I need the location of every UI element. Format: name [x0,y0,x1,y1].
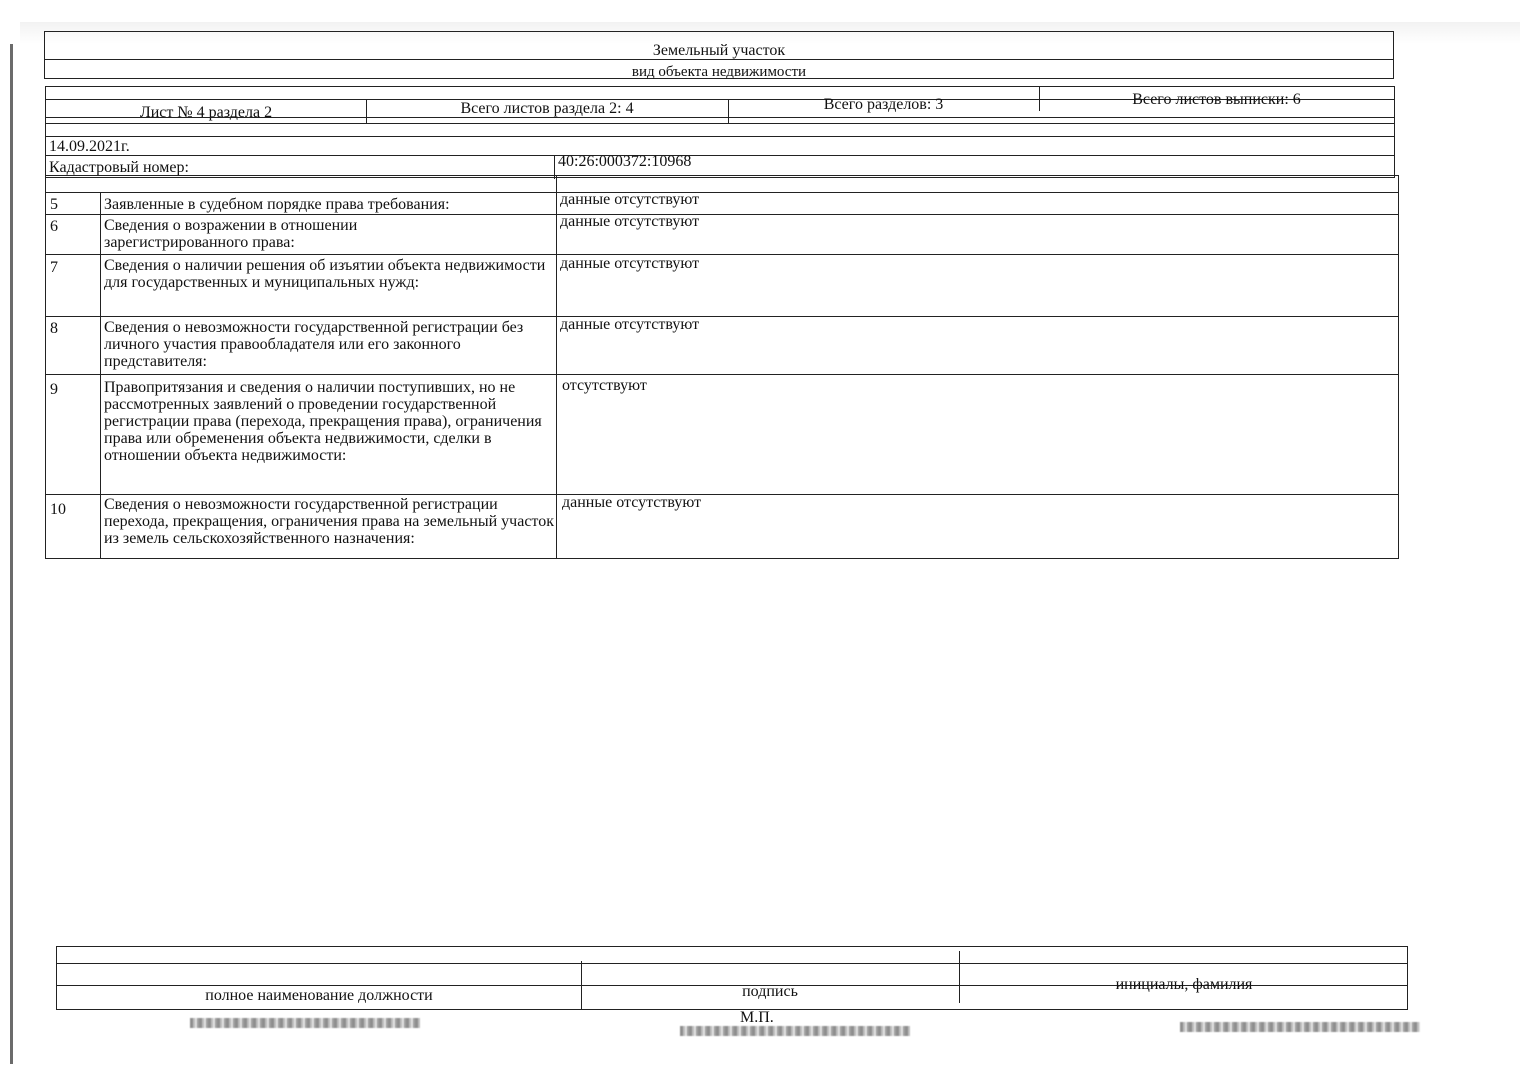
date-cadastral-block [45,117,1395,178]
row-number: 5 [50,196,58,213]
divider [46,192,1398,193]
scan-smudge [190,1018,420,1028]
row-number: 9 [50,381,58,398]
scan-shadow-left [10,44,13,1064]
row-number: 10 [50,501,66,518]
scan-smudge [680,1026,910,1036]
sheet-number: Лист № 4 раздела 2 [139,104,273,121]
divider [57,963,1407,964]
extract-date: 14.09.2021г. [49,138,130,155]
divider [100,192,101,558]
row-value: данные отсутствуют [560,255,700,272]
object-type-value: Земельный участок [652,42,786,59]
row-number: 8 [50,320,58,337]
divider [46,136,1394,137]
row-value: данные отсутствуют [562,494,702,511]
position-label: полное наименование должности [205,987,433,1004]
cadastral-number: 40:26:000372:10968 [558,153,692,170]
cadastral-label: Кадастровый номер: [49,159,189,176]
object-kind-label: вид объекта недвижимости [631,64,807,80]
row-label: Сведения о невозможности государственной регистрации без личного участия правообладателя или его законного представителя: [104,319,524,370]
row-number: 7 [50,259,58,276]
divider [46,374,1398,375]
signature-table [56,946,1408,1010]
divider [46,155,1394,156]
total-sheets-section: Всего листов раздела 2: 4 [460,100,634,117]
divider [46,494,1398,495]
row-label: Заявленные в судебном порядке права требования: [104,196,450,213]
row-number: 6 [50,218,58,235]
row-label: Сведения о невозможности государственной регистрации перехода, прекращения, ограничения права на земельный участок из земель сельскохозяйственного назначения: [104,496,554,547]
divider [46,214,1398,215]
row-label: Сведения о наличии решения об изъятии объекта недвижимости для государственных и муниципальных нужд: [104,257,546,291]
object-type-header [44,31,1394,79]
row-value: данные отсутствуют [560,213,700,230]
encumbrance-table [45,175,1399,559]
stamp-label: М.П. [740,1009,774,1026]
divider [46,316,1398,317]
signature-label: подпись [742,983,798,1000]
row-label: Сведения о возражении в отношении зарегистрированного права: [104,217,358,251]
divider [45,59,1393,60]
row-value: данные отсутствуют [560,191,700,208]
total-sections: Всего разделов: 3 [823,96,944,113]
row-label: Правопритязания и сведения о наличии поступивших, но не рассмотренных заявлений о проведении государственной регистрации права (перехода, прекращения права), ограничения права или обременения объекта недвижимости, сделки в отношении объекта недвижимости: [104,379,542,464]
row-value: данные отсутствуют [560,316,700,333]
row-value: отсутствуют [562,377,647,394]
divider [46,254,1398,255]
name-label: инициалы, фамилия [1115,976,1253,993]
scan-smudge [1180,1022,1420,1032]
total-sheets-extract: Всего листов выписки: 6 [1132,91,1301,108]
